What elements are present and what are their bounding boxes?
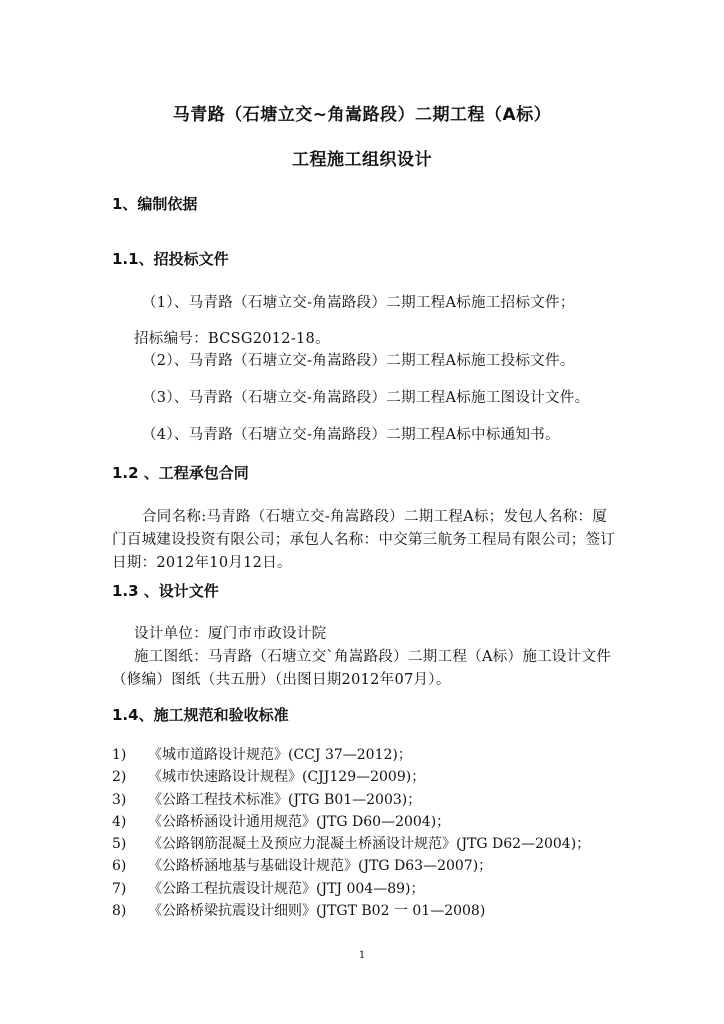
section-heading-1: 1、编制依据 <box>112 195 198 213</box>
paragraph-design-unit: 设计单位：厦门市市政设计院 <box>134 626 327 642</box>
section-heading-1-2: 1.2 、工程承包合同 <box>112 464 249 482</box>
paragraph-design-doc: （3）、马青路（石塘立交-角嵩路段）二期工程A标施工图设计文件。 <box>142 390 590 406</box>
page-number: 1 <box>358 950 366 961</box>
list-item: 2) 《城市快速路设计规程》(CJJ129—2009)； <box>112 769 426 786</box>
paragraph-tender-no: 招标编号：BCSG2012-18。 <box>134 331 330 347</box>
paragraph-drawings: 施工图纸：马青路（石塘立交`角嵩路段）二期工程（A标）施工设计文件（修编）图纸（共五册）（出图日期2012年07月）。 <box>112 649 612 688</box>
paragraph-contract: 合同名称:马青路（石塘立交-角嵩路段）二期工程A标；发包人名称：厦门百城建设投资有限公司；承包人名称：中交第三航务工程局有限公司；签订日期：2012年10月12日。 <box>112 509 616 571</box>
section-heading-1-1: 1.1、招投标文件 <box>112 250 229 268</box>
section-heading-1-4: 1.4、施工规范和验收标准 <box>112 706 289 724</box>
paragraph-bid-doc: （2）、马青路（石塘立交-角嵩路段）二期工程A标施工投标文件。 <box>142 353 575 369</box>
list-item: 8) 《公路桥梁抗震设计细则》(JTGT B02 一 01—2008) <box>112 903 486 920</box>
list-item: 4) 《公路桥涵设计通用规范》(JTG D60—2004)； <box>112 813 451 830</box>
paragraph-tender-doc: （1）、马青路（石塘立交-角嵩路段）二期工程A标施工招标文件； <box>142 295 575 311</box>
doc-title-line1: 马青路（石塘立交~角嵩路段）二期工程（A标） <box>172 105 552 125</box>
standards-list <box>112 744 620 922</box>
list-item: 7) 《公路工程抗震设计规范》(JTJ 004—89)； <box>112 880 425 897</box>
paragraph-award-notice: （4）、马青路（石塘立交-角嵩路段）二期工程A标中标通知书。 <box>142 427 560 443</box>
list-item: 3) 《公路工程技术标准》(JTG B01—2003)； <box>112 791 422 808</box>
doc-title-line2: 工程施工组织设计 <box>292 150 432 170</box>
list-item: 5) 《公路钢筋混凝土及预应力混凝土桥涵设计规范》(JTG D62—2004)； <box>112 836 591 853</box>
list-item: 1) 《城市道路设计规范》(CCJ 37—2012)； <box>112 747 412 763</box>
section-heading-1-3: 1.3 、设计文件 <box>112 582 219 600</box>
list-item: 6) 《公路桥涵地基与基础设计规范》(JTG D63—2007)； <box>112 858 493 875</box>
